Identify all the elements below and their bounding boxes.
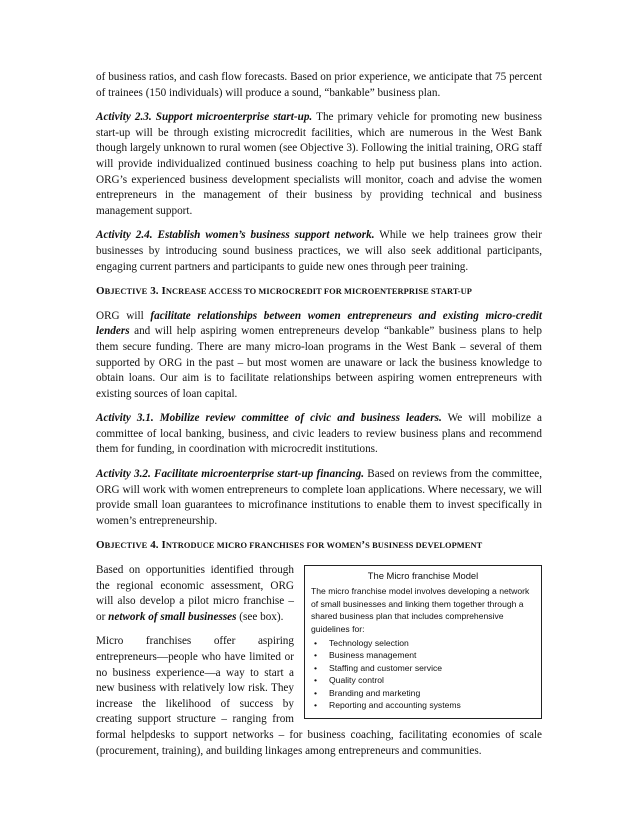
- list-item: • Staffing and customer service: [311, 662, 535, 674]
- paragraph-text: of business ratios, and cash flow forecasts. Based on prior experience, we anticipate that 75 percent of trainees (150 individuals) will produce a sound, “bankable” business plan.: [96, 71, 542, 99]
- activity-2-3-paragraph: [96, 110, 542, 219]
- activity-3-1-title: Activity 3.1. Mobilize review committee of civic and business leaders.: [96, 412, 442, 425]
- activity-3-2-paragraph: [96, 467, 542, 529]
- objective-4-heading: OBJECTIVE 4. INTRODUCE MICRO FRANCHISES FOR WOMEN’S BUSINESS DEVELOPMENT: [96, 539, 483, 552]
- paragraph-business-ratios: [96, 70, 542, 101]
- objective-3-emphasis: facilitate relationships between women entrepreneurs and existing micro-credit lenders: [96, 309, 543, 338]
- list-item: • Reporting and accounting systems: [311, 699, 535, 711]
- list-item: • Quality control: [311, 674, 535, 686]
- objective-3-body: ORG will facilitate relationships between women entrepreneurs and existing micro-credit lenders and will help aspiring women entrepreneurs develop “bankable” business plans to help them secure funding. There are many micro-loan programs in the West Bank – several of them supported by ORG in the past – but most women are unaware or lack the business knowledge to obtain loans. Our aim is to facilitate relationships between aspiring women entrepreneurs with existing sources of loan capital.: [96, 309, 543, 400]
- objective-4-body: Based on opportunities identified through the regional economic assessment, ORG will also develop a pilot micro franchise – or network of small businesses (see box).: [96, 564, 294, 623]
- activity-2-3-text: The primary vehicle for promoting new business start-up will be through existing microcredit facilities, which are numerous in the West Bank though largely unknown to rural women (see Objective 3). Following the initial training, ORG staff will provide individualized continued business coaching to help put business plans into action. ORG’s experienced business development specialists will monitor, coach and advise the women entrepreneurs in the management of their business by providing technical and business management support.: [96, 111, 542, 217]
- document-page: [96, 70, 542, 768]
- activity-2-4-text: While we help trainees grow their businesses by introducing sound business practices, we will also seek additional participants, engaging current partners and participants to guide new ones through peer training.: [96, 229, 542, 273]
- box-intro: The micro franchise model involves developing a network of small businesses and linking them together through a shared business plan that includes comprehensive guidelines for:: [311, 586, 530, 634]
- activity-3-2-text: Based on reviews from the committee, ORG will work with women entrepreneurs to complete loan applications. Where necessary, we will provide small loan guarantees to microfinance institutions to enable them to invest specifically in women’s entrepreneurship.: [96, 468, 543, 527]
- objective-3-heading: OBJECTIVE 3. INCREASE ACCESS TO MICROCREDIT FOR MICROENTERPRISE START-UP: [96, 285, 473, 298]
- box-guidelines-list: [311, 637, 535, 711]
- activity-3-1-paragraph: [96, 411, 542, 458]
- list-item: • Branding and marketing: [311, 687, 535, 699]
- activity-2-3-title: Activity 2.3. Support microenterprise start-up.: [96, 111, 313, 124]
- activity-3-2-title: Activity 3.2. Facilitate microenterprise start-up financing.: [96, 468, 365, 481]
- list-item: • Technology selection: [311, 637, 535, 649]
- activity-2-4-paragraph: [96, 228, 542, 275]
- objective-4-emphasis: network of small businesses: [108, 610, 237, 623]
- box-title: The Micro franchise Model: [367, 570, 479, 582]
- activity-2-4-title: Activity 2.4. Establish women’s business support network.: [96, 229, 375, 242]
- micro-franchise-box: [304, 565, 542, 718]
- activity-3-1-text: We will mobilize a committee of local banking, business, and civic leaders to review business plans and recommend them for funding, in coordination with microcredit institutions.: [96, 412, 542, 456]
- micro-franchise-paragraph: Micro franchises offer aspiring entrepreneurs—people who have limited or no business experience—a way to start a new business with relatively low risk. They increase the likelihood of success by creating support structure – ranging from formal helpdesks to support networks – for business coaching, facilitating economies of scale (procurement, training), and building linkages among entrepreneurs and communities.: [96, 635, 542, 757]
- objective-4-section: [96, 563, 542, 759]
- list-item: • Business management: [311, 649, 535, 661]
